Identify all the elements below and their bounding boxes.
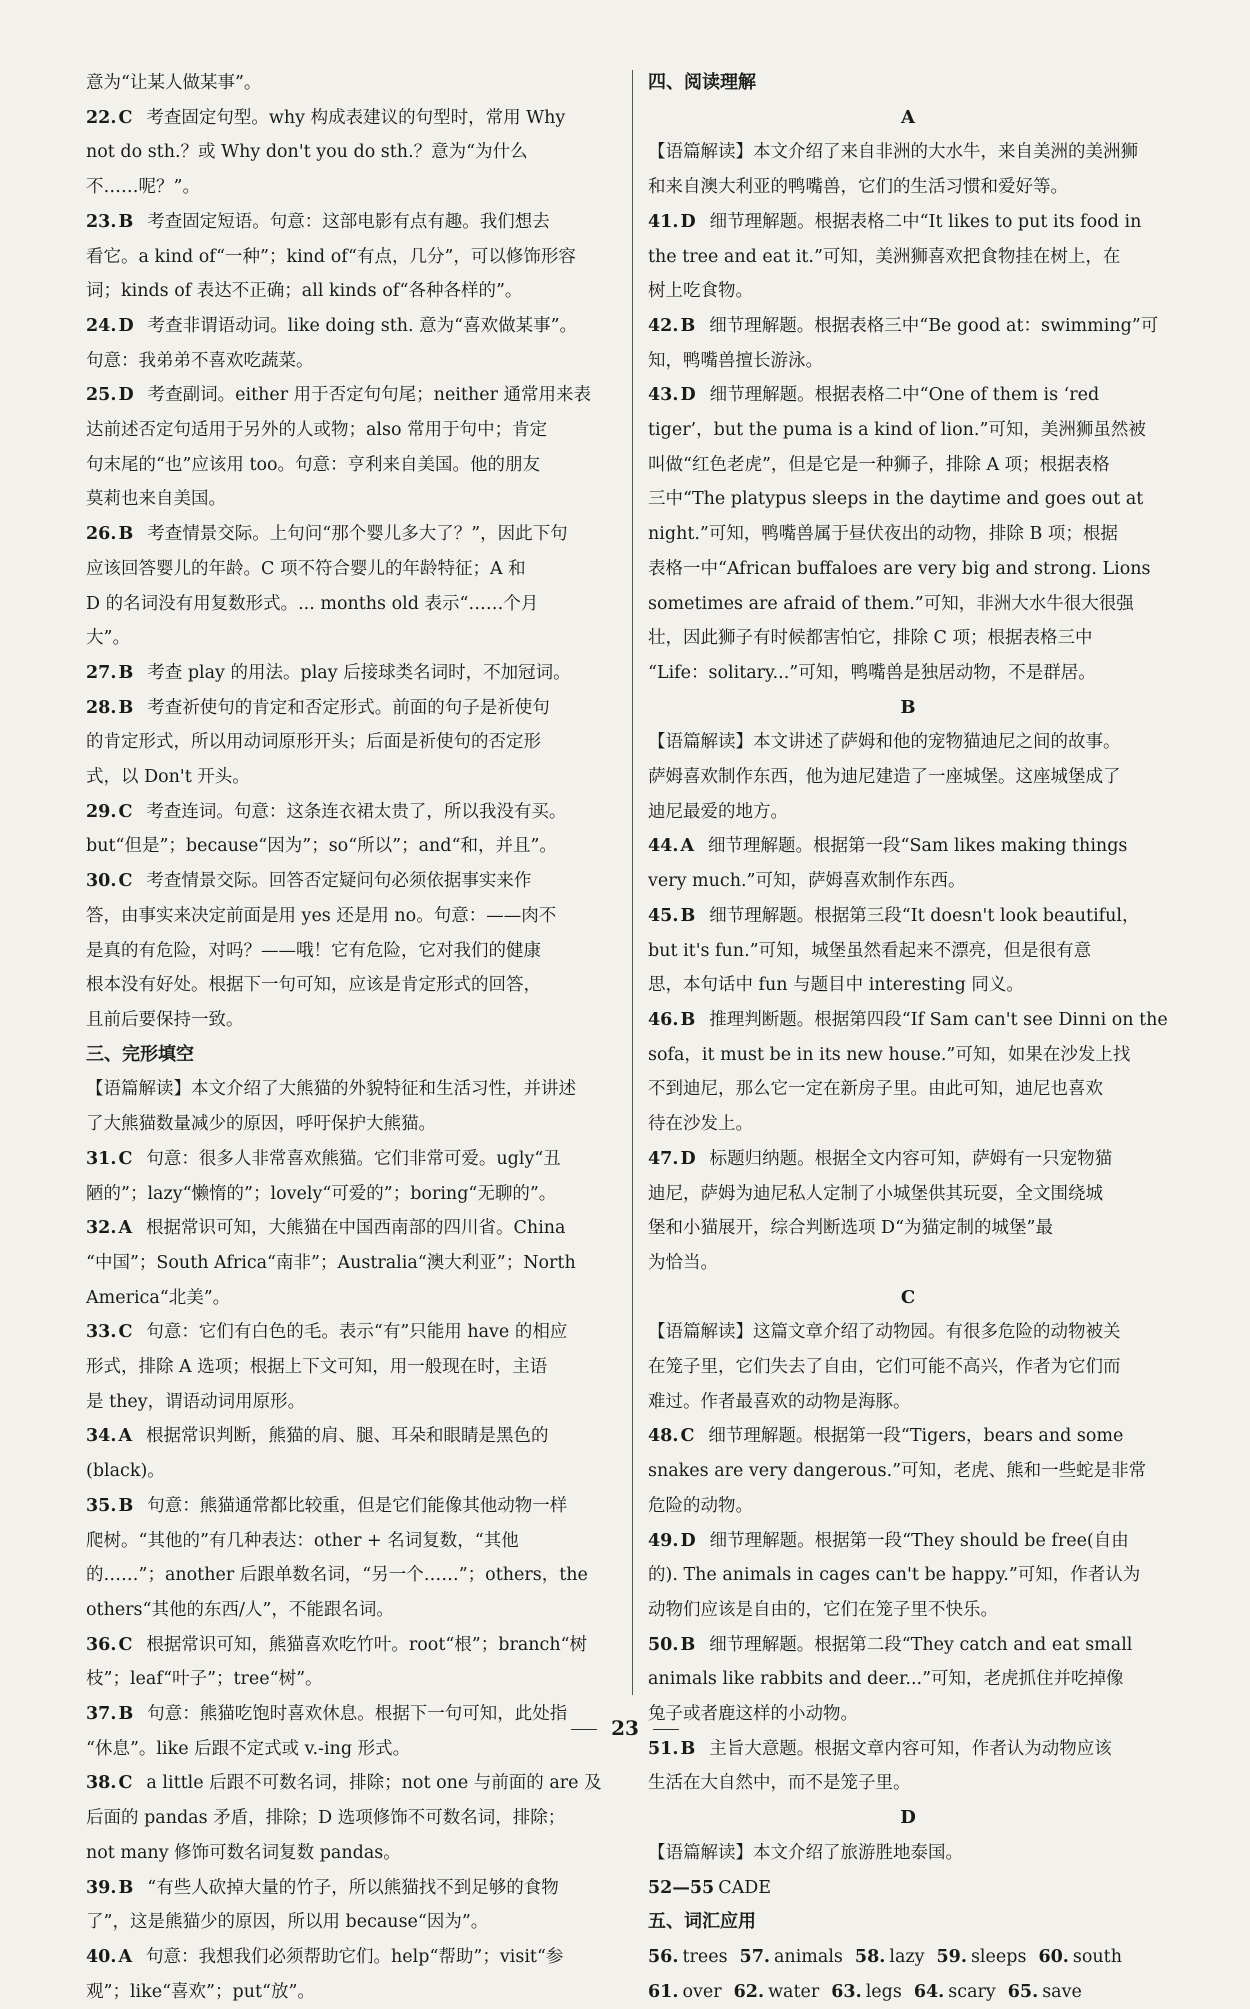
text-line: 【语篇解读】本文介绍了来自非洲的大水牛，来自美洲的美洲狮 [648,142,1138,163]
text-line: 难过。作者最喜欢的动物是海豚。 [648,1391,911,1412]
text-line: 根本没有好处。根据下一句可知，应该是肯定形式的回答， [86,975,541,996]
text-line: not do sth.？或 Why don't you do sth.？意为“为什么 [86,142,528,163]
question-number: 22. [86,107,117,128]
text-line: 爬树。“其他的”有几种表达：other + 名词复数，“其他 [86,1530,519,1551]
answer-item [648,309,1168,344]
explanation-text: 考查固定句型。why 构成表建议的句型时，常用 Why [146,107,566,128]
explanation-text: 考查情景交际。回答否定疑问句必须依据事实来作 [146,871,532,892]
text-line: “Life：solitary...”可知，鸭嘴兽是独居动物，不是群居。 [648,662,1096,683]
text-line: 三中“The platypus sleeps in the daytime and goes out at [648,489,1144,510]
explanation-text: 句意：很多人非常喜欢熊猫。它们非常可爱。ugly“丑 [146,1148,561,1169]
answer-letter: D [680,385,696,406]
answer-letter: B [118,1704,134,1725]
text-line: 不……呢？”。 [86,177,200,198]
answer-word: save [1042,1981,1082,2002]
answer-letter: C [118,801,133,822]
text-line: sofa，it must be in its new house.”可知，如果在沙发上找 [648,1044,1131,1065]
answer-letter: B [118,1877,134,1898]
question-number: 31. [86,1148,117,1169]
text-line: 句末尾的“也”应该用 too。句意：亨利来自美国。他的朋友 [86,454,541,475]
answer-item [86,101,616,136]
answer-item [86,309,616,344]
answer-word: legs [865,1981,902,2002]
text-line: 形式，排除 A 选项；根据上下文可知，用一般现在时，主语 [86,1357,548,1378]
answer-item [86,517,616,552]
answer-word: animals [774,1946,843,1967]
answer-item [86,1142,616,1177]
question-number: 58. [854,1946,886,1967]
text-line: 句意：我弟弟不喜欢吃蔬菜。 [86,350,314,371]
text-line: 萨姆喜欢制作东西，他为迪尼建造了一座城堡。这座城堡成了 [648,767,1121,788]
answer-letter: C [680,1426,695,1447]
text-line: 树上吃食物。 [648,281,753,302]
answer-letter: D [680,211,696,232]
answer-item [86,656,616,691]
explanation-text: 细节理解题。根据表格二中“One of them is ‘red [709,385,1100,406]
explanation-text: 细节理解题。根据第一段“They should be free(自由 [709,1530,1129,1551]
answer-item [86,1628,616,1663]
explanation-text: 句意：它们有白色的毛。表示“有”只能用 have 的相应 [146,1322,568,1343]
answer-letter: B [118,211,134,232]
text-line: 表格一中“African buffaloes are very big and strong. Lions [648,558,1151,579]
text-line: the tree and eat it.”可知，美洲狮喜欢把食物挂在树上，在 [648,246,1121,267]
question-number: 24. [86,315,117,336]
answer-item [86,864,616,899]
text-line: but“但是”；because“因为”；so“所以”；and“和，并且”。 [86,836,557,857]
explanation-text: 标题归纳题。根据全文内容可知，萨姆有一只宠物猫 [709,1148,1113,1169]
answer-item [648,1419,1168,1454]
question-number: 49. [648,1530,679,1551]
text-line: 是 they，谓语动词用原形。 [86,1391,306,1412]
question-number: 46. [648,1009,679,1030]
question-number: 38. [86,1773,117,1794]
text-line: 了大熊猫数量减少的原因，呼吁保护大熊猫。 [86,1114,436,1135]
answer-letter: D [680,1530,696,1551]
question-number: 27. [86,662,117,683]
question-number: 63. [831,1981,862,2002]
page-footer [0,1716,1250,1740]
answer-word: lazy [889,1946,925,1967]
column-divider [632,70,633,1695]
text-line: 【语篇解读】本文介绍了旅游胜地泰国。 [648,1842,963,1863]
answer-word: scary [948,1981,996,2002]
explanation-text: 细节理解题。根据表格二中“It likes to put its food in [709,211,1142,232]
question-number: 56. [648,1946,679,1967]
answer-item [648,1628,1168,1663]
answer-word: over [682,1981,722,2002]
question-number: 37. [86,1704,117,1725]
answer-item [86,1871,616,1906]
section-heading: 四、阅读理解 [648,72,756,93]
explanation-text: 细节理解题。根据第三段“It doesn't look beautiful， [709,905,1140,926]
answer-letter: A [680,836,695,857]
text-line: 陋的”；lazy“懒惰的”；lovely“可爱的”；boring“无聊的”。 [86,1183,557,1204]
passage-label: A [901,106,915,128]
answer-letter: A [118,1426,133,1447]
explanation-text: 句意：熊猫吃饱时喜欢休息。根据下一句可知，此处指 [147,1704,568,1725]
question-number: 57. [739,1946,770,1967]
answer-item [648,1142,1168,1177]
answer-letter: C [118,1634,133,1655]
section-heading: 五、词汇应用 [648,1911,756,1933]
text-line: 思，本句话中 fun 与题目中 interesting 同义。 [648,975,1024,996]
text-line: 应该回答婴儿的年龄。C 项不符合婴儿的年龄特征；A 和 [86,558,526,579]
question-number: 36. [86,1634,117,1655]
question-number: 34. [86,1426,117,1447]
explanation-text: 考查固定短语。句意：这部电影有点有趣。我们想去 [147,211,550,232]
text-line: sometimes are afraid of them.”可知，非洲大水牛很大很强 [648,593,1134,614]
answer-letter: B [118,662,134,683]
text-line: 在笼子里，它们失去了自由，它们可能不高兴，作者为它们而 [648,1357,1121,1378]
text-line: D 的名词没有用复数形式。... months old 表示“……个月 [86,593,539,614]
explanation-text: 推理判断题。根据第四段“If Sam can't see Dinni on the [709,1009,1168,1030]
passage-label: C [900,1286,916,1308]
answer-item [86,1489,616,1524]
answer-letter: B [680,1738,696,1759]
answer-word: south [1072,1946,1122,1967]
answer-letter: B [680,905,696,926]
text-line: 答，由事实来决定前面是用 yes 还是用 no。句意：——肉不 [86,905,557,926]
answer-row [648,1871,1168,1906]
explanation-text: 根据常识可知，熊猫喜欢吃竹叶。root“根”；branch“树 [146,1634,588,1655]
passage-label: B [900,696,916,718]
passage-label: D [900,1807,916,1829]
question-number: 28. [86,697,117,718]
answer-letter: A [118,1218,133,1239]
text-line: 生活在大自然中，而不是笼子里。 [648,1773,911,1794]
text-line: 【语篇解读】本文讲述了萨姆和他的宠物猫迪尼之间的故事。 [648,732,1121,753]
explanation-text: 考查 play 的用法。play 后接球类名词时，不加冠词。 [147,662,571,683]
question-number: 52—55 [648,1877,715,1898]
explanation-text: 根据常识可知，大熊猫在中国西南部的四川省。China [146,1218,566,1239]
answer-item [86,1766,616,1801]
explanation-text: 细节理解题。根据表格三中“Be good at：swimming”可 [709,315,1159,336]
answer-word: CADE [718,1877,772,1898]
answer-letter: C [118,1322,133,1343]
text-line: night.”可知，鸭嘴兽属于昼伏夜出的动物，排除 B 项；根据 [648,524,1118,545]
answer-item [86,205,616,240]
question-number: 51. [648,1738,679,1759]
explanation-text: 主旨大意题。根据文章内容可知，作者认为动物应该 [709,1738,1112,1759]
explanation-text: 考查非谓语动词。like doing sth. 意为“喜欢做某事”。 [147,315,578,336]
text-line: 后面的 pandas 矛盾，排除；D 选项修饰不可数名词，排除； [86,1808,566,1829]
question-number: 47. [648,1148,679,1169]
question-number: 62. [733,1981,765,2002]
text-line: (black)。 [86,1461,165,1482]
question-number: 50. [648,1634,679,1655]
question-number: 26. [86,524,117,545]
text-line: 叫做“红色老虎”，但是它是一种狮子，排除 A 项；根据表格 [648,454,1110,475]
question-number: 40. [86,1946,117,1967]
text-line: 看它。a kind of“一种”；kind of“有点，几分”，可以修饰形容 [86,246,576,267]
answer-row [648,1940,1168,1975]
text-line: 危险的动物。 [648,1495,753,1516]
question-number: 43. [648,385,679,406]
answer-letter: A [118,1946,133,1967]
text-line: 大”。 [86,628,130,649]
answer-word: sleeps [970,1946,1027,1967]
answer-item [86,691,616,726]
text-line: 知，鸭嘴兽擅长游泳。 [648,350,823,371]
text-line: 【语篇解读】本文介绍了大熊猫的外貌特征和生活习性，并讲述 [86,1079,576,1100]
text-line: 兔子或者鹿这样的小动物。 [648,1704,858,1725]
answer-letter: B [118,1495,134,1516]
footer-dash-left [571,1729,597,1730]
question-number: 65. [1007,1981,1039,2002]
text-line: others“其他的东西/人”，不能跟名词。 [86,1599,394,1620]
explanation-text: 细节理解题。根据第一段“Tigers，bears and some [708,1426,1124,1447]
answer-item [86,795,616,830]
answer-item [648,899,1168,934]
explanation-text: 考查情景交际。上句问“那个婴儿多大了？”，因此下句 [147,524,568,545]
question-number: 45. [648,905,679,926]
explanation-text: a little 后跟不可数名词，排除；not one 与前面的 are 及 [146,1773,602,1794]
page-number: 23 [611,1716,639,1740]
explanation-text: 细节理解题。根据第一段“Sam likes making things [708,836,1128,857]
answer-letter: B [680,315,696,336]
text-line: snakes are very dangerous.”可知，老虎、熊和一些蛇是非常 [648,1461,1147,1482]
text-line: 达前述否定句适用于另外的人或物；also 常用于句中；肯定 [86,420,548,441]
text-line: 枝”；leaf“叶子”；tree“树”。 [86,1669,323,1690]
answer-item [86,1419,616,1454]
text-line: “中国”；South Africa“南非”；Australia“澳大利亚”；North [86,1252,576,1273]
text-line: 且前后要保持一致。 [86,1009,244,1030]
text-line: 迪尼，萨姆为迪尼私人定制了小城堡供其玩耍，全文围绕城 [648,1183,1103,1204]
answer-word: water [768,1981,820,2002]
answer-letter: B [680,1009,696,1030]
explanation-text: 句意：我想我们必须帮助它们。help“帮助”；visit“参 [146,1946,564,1967]
text-line: 动物们应该是自由的，它们在笼子里不快乐。 [648,1599,998,1620]
text-line: 待在沙发上。 [648,1114,753,1135]
text-line: 堡和小猫展开，综合判断选项 D“为猫定制的城堡”最 [648,1218,1053,1239]
answer-item [86,1315,616,1350]
text-line: 迪尼最爱的地方。 [648,801,788,822]
text-line: 莫莉也来自美国。 [86,489,226,510]
question-number: 48. [648,1426,679,1447]
text-line: “休息”。like 后跟不定式或 v.-ing 形式。 [86,1738,411,1759]
text-line: tiger’，but the puma is a kind of lion.”可知，美洲狮虽然被 [648,420,1146,441]
text-line: 的……”；another 后跟单数名词，“另一个……”；others，the [86,1565,588,1586]
text-line: America“北美”。 [86,1287,231,1308]
question-number: 32. [86,1218,117,1239]
text-line: 的肯定形式，所以用动词原形开头；后面是祈使句的否定形 [86,732,541,753]
answer-letter: B [118,524,134,545]
question-number: 30. [86,871,117,892]
answer-letter: C [118,107,133,128]
question-number: 35. [86,1495,117,1516]
answer-item [86,1211,616,1246]
explanation-text: “有些人砍掉大量的竹子，所以熊猫找不到足够的食物 [147,1877,559,1898]
question-number: 25. [86,385,117,406]
question-number: 23. [86,211,117,232]
question-number: 39. [86,1877,117,1898]
text-line: 式，以 Don't 开头。 [86,767,250,788]
answer-letter: C [118,871,133,892]
answer-item [648,829,1168,864]
text-line: 壮，因此狮子有时候都害怕它，排除 C 项；根据表格三中 [648,628,1093,649]
footer-dash-right [653,1729,679,1730]
question-number: 29. [86,801,117,822]
text-line: but it's fun.”可知，城堡虽然看起来不漂亮，但是很有意 [648,940,1092,961]
question-number: 33. [86,1322,117,1343]
explanation-text: 考查连词。句意：这条连衣裙太贵了，所以我没有买。 [146,801,567,822]
question-number: 61. [648,1981,679,2002]
text-line: 不到迪尼，那么它一定在新房子里。由此可知，迪尼也喜欢 [648,1079,1103,1100]
text-line: not many 修饰可数名词复数 pandas。 [86,1842,401,1863]
explanation-text: 考查副词。either 用于否定句句尾；neither 通常用来表 [147,385,591,406]
answer-letter: D [680,1148,696,1169]
answer-item [86,378,616,413]
answer-letter: C [118,1148,133,1169]
explanation-text: 考查祈使句的肯定和否定形式。前面的句子是祈使句 [147,697,550,718]
explanation-text: 根据常识判断，熊猫的肩、腿、耳朵和眼睛是黑色的 [146,1426,549,1447]
question-number: 41. [648,211,679,232]
question-number: 42. [648,315,679,336]
answer-item [648,205,1168,240]
answer-letter: D [118,315,134,336]
answer-letter: C [118,1773,133,1794]
answer-letter: B [680,1634,696,1655]
answer-letter: B [118,697,134,718]
text-line: 意为“让某人做某事”。 [86,73,262,93]
answer-item [648,1003,1168,1038]
text-line: animals like rabbits and deer...”可知，老虎抓住并吃掉像 [648,1669,1124,1690]
explanation-text: 句意：熊猫通常都比较重，但是它们能像其他动物一样 [147,1495,568,1516]
text-line: 了”，这是熊猫少的原因，所以用 because“因为”。 [86,1912,489,1933]
question-number: 60. [1038,1946,1069,1967]
question-number: 64. [913,1981,945,2002]
text-line: 为恰当。 [648,1252,718,1273]
answer-item [648,1524,1168,1559]
section-heading: 三、完形填空 [86,1043,194,1065]
answer-item [648,378,1168,413]
answer-letter: D [118,385,134,406]
text-line: 词；kinds of 表达不正确；all kinds of“各种各样的”。 [86,281,523,302]
answer-word: trees [682,1946,728,1967]
text-line: 【语篇解读】这篇文章介绍了动物园。有很多危险的动物被关 [648,1322,1121,1343]
text-line: 是真的有危险，对吗？——哦！它有危险，它对我们的健康 [86,940,541,961]
explanation-text: 细节理解题。根据第二段“They catch and eat small [709,1634,1133,1655]
text-line: 观”；like“喜欢”；put“放”。 [86,1981,315,2002]
text-line: 的). The animals in cages can't be happy.”可知，作者认为 [648,1565,1141,1586]
answer-item [86,1940,616,1975]
text-line: very much.”可知，萨姆喜欢制作东西。 [648,871,966,892]
answer-row [648,1975,1168,2009]
text-line: 和来自澳大利亚的鸭嘴兽，它们的生活习惯和爱好等。 [648,177,1068,198]
question-number: 44. [648,836,679,857]
question-number: 59. [936,1946,967,1967]
